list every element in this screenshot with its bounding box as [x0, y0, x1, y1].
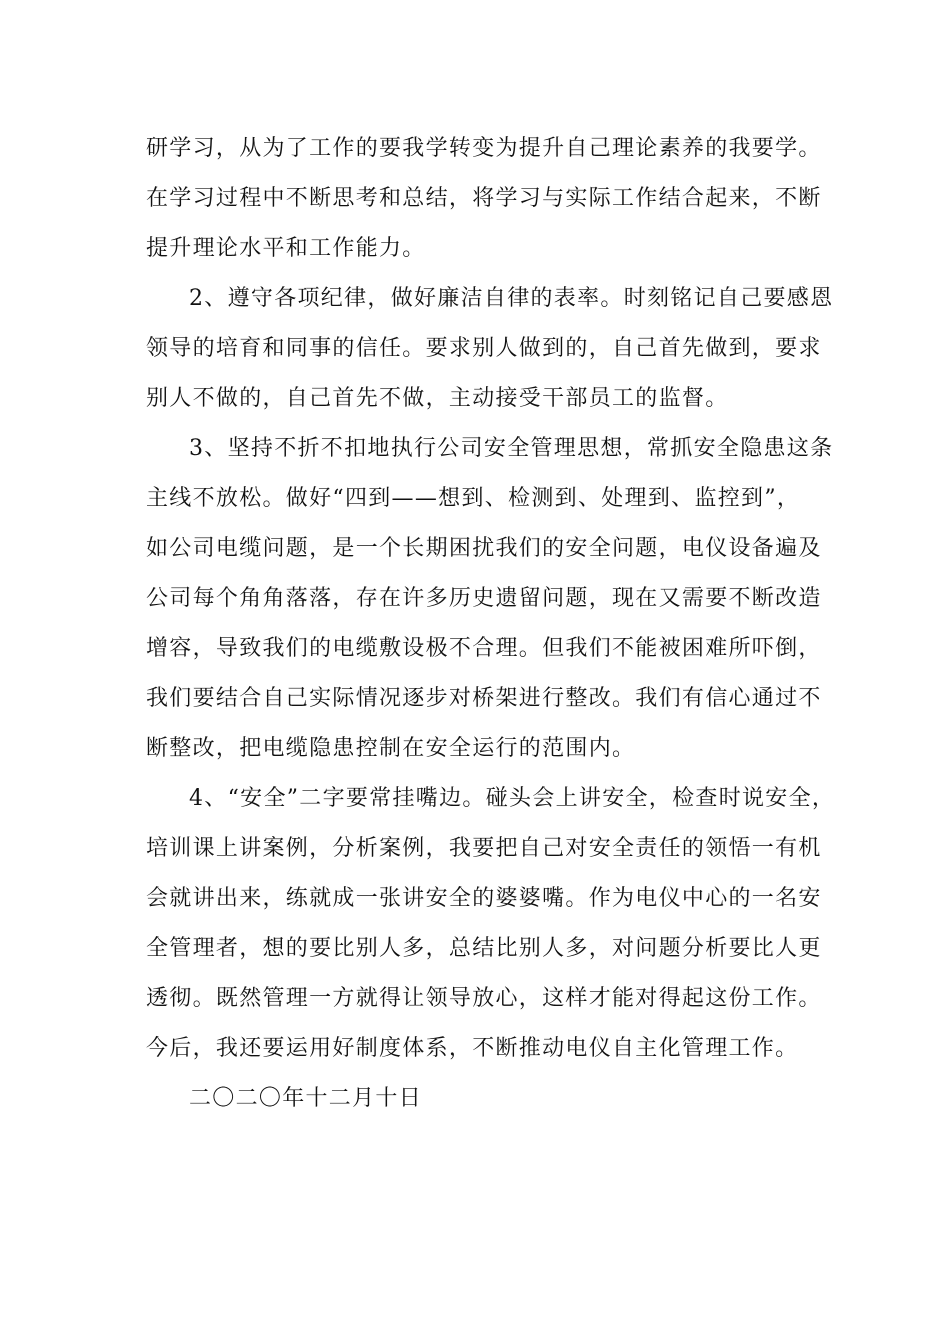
paragraph-4-line-5: 透彻。既然管理一方就得让领导放心，这样才能对得起这份工作。: [146, 986, 822, 1011]
document-date: 二〇二〇年十二月十日: [189, 1086, 423, 1111]
paragraph-2-line-3: 别人不做的，自己首先不做，主动接受干部员工的监督。: [146, 386, 729, 411]
paragraph-2-line-1: 2、遵守各项纪律，做好廉洁自律的表率。时刻铭记自己要感恩: [189, 286, 834, 311]
paragraph-3-line-3: 如公司电缆问题，是一个长期困扰我们的安全问题，电仪设备遍及: [146, 536, 822, 561]
paragraph-2-line-2: 领导的培育和同事的信任。要求别人做到的，自己首先做到，要求: [146, 336, 822, 361]
paragraph-3-line-7: 断整改，把电缆隐患控制在安全运行的范围内。: [146, 736, 636, 761]
paragraph-4-line-3: 会就讲出来，练就成一张讲安全的婆婆嘴。作为电仪中心的一名安: [146, 886, 822, 911]
paragraph-4-line-2: 培训课上讲案例，分析案例，我要把自己对安全责任的领悟一有机: [146, 836, 822, 861]
paragraph-3-line-2: 主线不放松。做好“四到——想到、检测到、处理到、监控到”，: [146, 486, 801, 511]
paragraph-1-line-3: 提升理论水平和工作能力。: [146, 236, 426, 261]
paragraph-4-line-4: 全管理者，想的要比别人多，总结比别人多，对问题分析要比人更: [146, 936, 822, 961]
paragraph-3-line-1: 3、坚持不折不扣地执行公司安全管理思想，常抓安全隐患这条: [189, 436, 834, 461]
paragraph-3-line-4: 公司每个角角落落，存在许多历史遗留问题，现在又需要不断改造: [146, 586, 822, 611]
paragraph-4-line-6: 今后，我还要运用好制度体系，不断推动电仪自主化管理工作。: [146, 1036, 799, 1061]
paragraph-3-line-5: 增容，导致我们的电缆敷设极不合理。但我们不能被困难所吓倒，: [146, 636, 822, 661]
paragraph-3-line-6: 我们要结合自己实际情况逐步对桥架进行整改。我们有信心通过不: [146, 686, 822, 711]
paragraph-1-line-1: 研学习，从为了工作的要我学转变为提升自己理论素养的我要学。: [146, 136, 822, 161]
paragraph-1-line-2: 在学习过程中不断思考和总结，将学习与实际工作结合起来，不断: [146, 186, 822, 211]
paragraph-4-line-1: 4、“安全”二字要常挂嘴边。碰头会上讲安全，检查时说安全，: [189, 786, 836, 811]
